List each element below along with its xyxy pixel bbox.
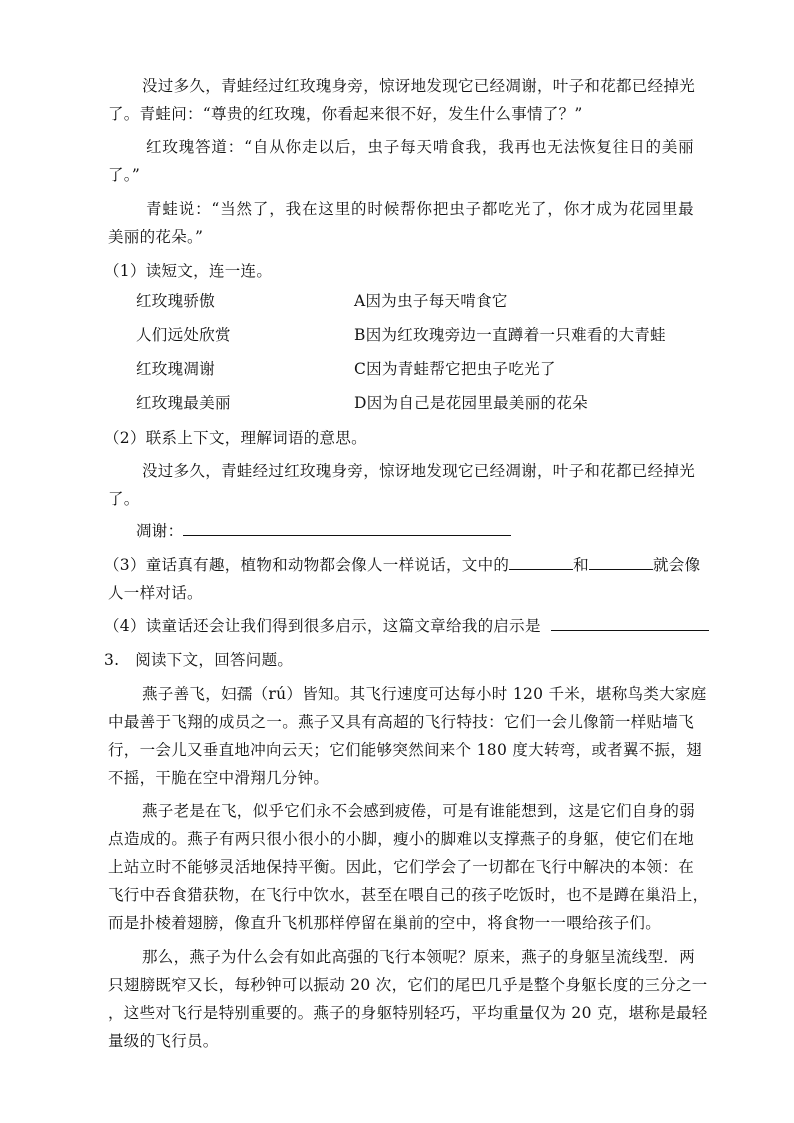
article-line: 燕子善飞，妇孺（rú）皆知。其飞行速度可达每小时 120 千米，堪称鸟类大家庭 [142,685,707,703]
article-line: ，这些对飞行是特别重要的。燕子的身躯特别轻巧，平均重量仅为 20 克，堪称是最轻 [108,1004,708,1022]
passage-line: 没过多久，青蛙经过红玫瑰身旁，惊讶地发现它已经凋谢，叶子和花都已经掉光 [142,77,696,95]
article-line: 燕子老是在飞，似乎它们永不会感到疲倦，可是有谁能想到，这是它们自身的弱 [142,802,696,820]
passage-line: 青蛙说：“当然了，我在这里的时候帮你把虫子都吃光了，你才成为花园里最 [146,200,694,218]
match-left-item: 红玫瑰最美丽 [136,394,231,412]
article-line: 量级的飞行员。 [108,1032,219,1050]
question-3-text: 和 [573,556,589,574]
article-line: 不摇，干脆在空中滑翔几分钟。 [108,769,330,787]
match-right-item: B因为红玫瑰旁边一直蹲着一只难看的大青蛙 [354,326,666,344]
article-line: 只翅膀既窄又长，每秒钟可以振动 20 次，它们的尾巴几乎是整个身躯长度的三分之一 [108,976,708,994]
quote-line: 没过多久，青蛙经过红玫瑰身旁，惊讶地发现它已经凋谢，叶子和花都已经掉光 [142,462,696,480]
question-3-text: （3）童话真有趣，植物和动物都会像人一样说话，文中的 [104,556,510,574]
question-3-line2: 人一样对话。 [108,584,203,602]
question-4-text: （4）读童话还会让我们得到很多启示，这篇文章给我的启示是 [104,617,541,635]
article-line: 行，一会儿又垂直地冲向云天；它们能够突然间来个 180 度大转弯，或者翼不振，翅 [108,741,702,759]
passage-line: 了。青蛙问：“尊贵的红玫瑰，你看起来很不好，发生什么事情了？” [108,105,583,123]
passage-line: 红玫瑰答道：“自从你走以后，虫子每天啃食我，我再也无法恢复往日的美丽 [146,138,694,156]
question-2-prompt: （2）联系上下文，理解词语的意思。 [104,429,367,447]
question-1-prompt: （1）读短文，连一连。 [104,262,273,280]
article-line: 中最善于飞翔的成员之一。燕子又具有高超的飞行特技：它们一会儿像箭一样贴墙飞 [108,713,694,731]
article-line: 那么，燕子为什么会有如此高强的飞行本领呢？原来，燕子的身躯呈流线型．两 [142,948,696,966]
article-line: 而是扑棱着翅膀，像直升飞机那样停留在巢前的空中，将食物一一喂给孩子们。 [108,914,662,932]
article-line: 点造成的。燕子有两只很小很小的小脚，瘦小的脚难以支撑燕子的身躯，使它们在地 [108,830,694,848]
answer-blank[interactable] [183,521,511,536]
question-3-line [104,555,700,575]
article-line: 上站立时不能够灵活地保持平衡。因此，它们学会了一切都在飞行中解决的本领：在 [108,858,694,876]
match-right-item: A因为虫子每天啃食它 [354,292,508,310]
match-right-item: D因为自己是花园里最美丽的花朵 [354,394,588,412]
article-line: 飞行中吞食猎获物，在飞行中饮水，甚至在喂自己的孩子吃饭时，也不是蹲在巢沿上， [108,886,709,904]
section-3-heading: 3. 阅读下文，回答问题。 [104,651,294,669]
question-4-line [104,616,709,636]
quote-line: 了。 [108,490,140,508]
fill-blank-2[interactable] [589,555,653,570]
answer-row [136,521,511,541]
passage-line: 了。” [108,166,141,184]
passage-line: 美丽的花朵。” [108,228,204,246]
match-right-item: C因为青蛙帮它把虫子吃光了 [354,360,556,378]
match-left-item: 红玫瑰凋谢 [136,360,216,378]
match-left-item: 红玫瑰骄傲 [136,292,216,310]
question-3-text: 就会像 [652,556,701,574]
answer-label: 凋谢： [136,522,184,540]
match-left-item: 人们远处欣赏 [136,326,231,344]
fill-blank-1[interactable] [509,555,573,570]
fill-blank-4[interactable] [551,616,709,631]
